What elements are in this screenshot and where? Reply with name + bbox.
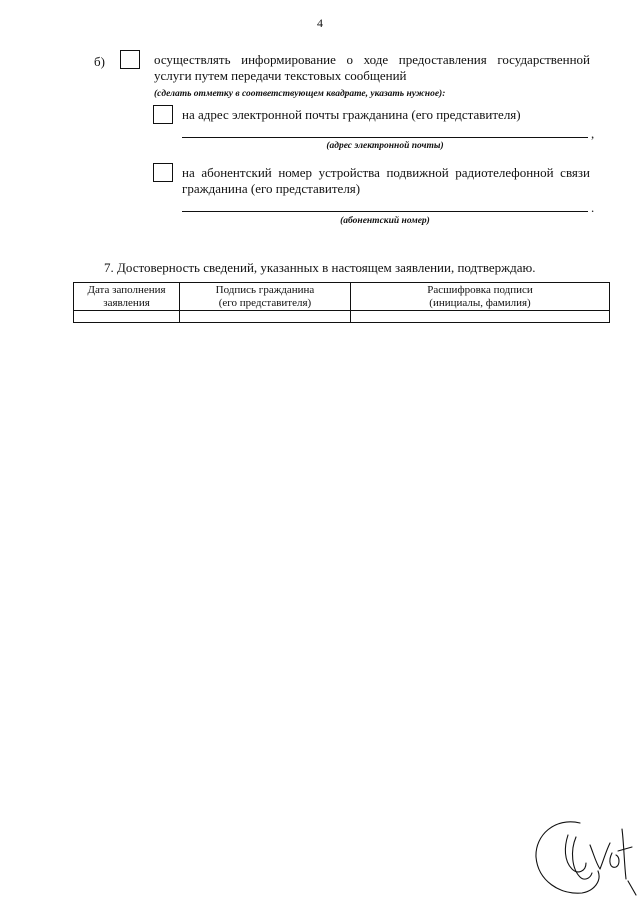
page-number: 4 xyxy=(317,16,323,30)
header-signature xyxy=(180,283,351,311)
section-7-heading: 7. Достоверность сведений, указанных в настоящем заявлении, подтверждаю. xyxy=(104,260,536,275)
email-option-text: на адрес электронной почты гражданина (его представителя) xyxy=(182,107,521,122)
option-b-text: осуществлять информирование о ходе предоставления государственной услуги путем передачи текстовых сообщений xyxy=(154,52,590,83)
email-checkbox[interactable] xyxy=(153,105,173,124)
phone-option-text: на абонентский номер устройства подвижной радиотелефонной связи гражданина (его представителя) xyxy=(182,165,590,196)
signature-cell[interactable] xyxy=(180,311,351,323)
signature-table-input-row xyxy=(74,311,610,323)
header-date-line-2: заявления xyxy=(103,296,150,309)
email-input-line[interactable] xyxy=(182,137,588,138)
header-transcript-line-1: Расшифровка подписи xyxy=(427,283,533,296)
handwritten-signature-icon xyxy=(520,795,640,905)
phone-input-line[interactable] xyxy=(182,211,588,212)
option-b-marker: б) xyxy=(94,54,105,69)
email-line-comma: , xyxy=(591,126,595,141)
option-b-hint: (сделать отметку в соответствующем квадрате, указать нужное): xyxy=(154,89,446,99)
transcript-cell[interactable] xyxy=(351,311,610,323)
signature-table xyxy=(73,282,610,323)
header-transcript-line-2: (инициалы, фамилия) xyxy=(429,296,531,309)
phone-caption: (абонентский номер) xyxy=(340,216,430,226)
option-b-checkbox[interactable] xyxy=(120,50,140,69)
header-date xyxy=(74,283,180,311)
header-date-line-1: Дата заполнения xyxy=(87,283,166,296)
header-signature-line-1: Подпись гражданина xyxy=(215,283,315,296)
email-caption: (адрес электронной почты) xyxy=(326,141,444,151)
header-transcript xyxy=(351,283,610,311)
header-signature-line-2: (его представителя) xyxy=(218,296,312,309)
signature-table-header-row xyxy=(74,283,610,311)
phone-line-period: . xyxy=(591,200,595,215)
phone-checkbox[interactable] xyxy=(153,163,173,182)
date-cell[interactable] xyxy=(74,311,180,323)
